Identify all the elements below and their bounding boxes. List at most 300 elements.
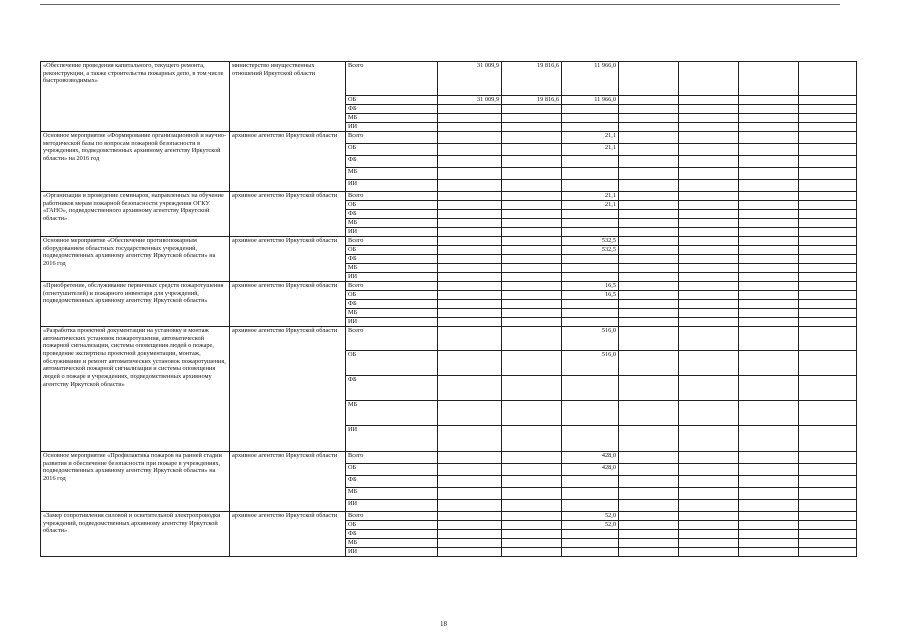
funding-value-cell	[502, 264, 562, 273]
funding-source: ФБ	[346, 255, 438, 264]
funding-value-cell	[619, 96, 679, 105]
funding-source: МБ	[346, 539, 438, 548]
funding-value-cell	[799, 512, 857, 521]
funding-value-cell	[679, 105, 739, 114]
funding-value-cell	[619, 376, 679, 401]
funding-value-cell: 21,1	[562, 144, 619, 156]
funding-value-cell	[739, 264, 799, 273]
funding-source: Всего	[346, 327, 438, 351]
funding-value-cell	[799, 401, 857, 426]
funding-source: Всего	[346, 282, 438, 291]
funding-value-cell	[438, 180, 502, 192]
funding-value-cell	[619, 512, 679, 521]
funding-value-cell	[739, 309, 799, 318]
funding-value-cell	[438, 464, 502, 476]
funding-value-cell	[679, 255, 739, 264]
funding-value-cell	[799, 300, 857, 309]
funding-value-cell	[679, 521, 739, 530]
funding-source: Всего	[346, 237, 438, 246]
funding-source: ОБ	[346, 351, 438, 376]
funding-value-cell	[799, 452, 857, 464]
funding-value-cell	[739, 123, 799, 132]
funding-value-cell	[799, 282, 857, 291]
funding-value-cell	[619, 309, 679, 318]
funding-source: ОБ	[346, 521, 438, 530]
funding-value-cell	[438, 282, 502, 291]
funding-value-cell	[799, 530, 857, 539]
funding-value-cell	[562, 476, 619, 488]
funding-source: Всего	[346, 132, 438, 144]
table-body	[41, 62, 857, 557]
funding-value-cell	[438, 168, 502, 180]
funding-value-cell	[438, 123, 502, 132]
funding-value-cell	[799, 96, 857, 105]
funding-value-cell	[679, 180, 739, 192]
funding-value-cell	[679, 282, 739, 291]
funding-value-cell	[562, 548, 619, 557]
funding-value-cell	[619, 168, 679, 180]
funding-value-cell	[438, 114, 502, 123]
funding-value-cell	[619, 180, 679, 192]
funding-source: ИИ	[346, 548, 438, 557]
funding-value-cell	[679, 548, 739, 557]
funding-value-cell	[502, 180, 562, 192]
funding-value-cell	[438, 539, 502, 548]
funding-value-cell	[562, 255, 619, 264]
funding-value-cell	[502, 105, 562, 114]
funding-value-cell	[679, 168, 739, 180]
funding-value-cell	[679, 132, 739, 144]
funding-value-cell	[438, 530, 502, 539]
funding-value-cell	[739, 114, 799, 123]
funding-value-cell	[502, 500, 562, 512]
funding-value-cell	[502, 401, 562, 426]
funding-value-cell	[438, 476, 502, 488]
funding-value-cell	[679, 401, 739, 426]
funding-value-cell	[502, 273, 562, 282]
funding-value-cell	[739, 401, 799, 426]
funding-value-cell	[438, 376, 502, 401]
funding-value-cell	[679, 530, 739, 539]
funding-value-cell: 516,0	[562, 327, 619, 351]
funding-value-cell	[739, 210, 799, 219]
funding-value-cell	[799, 318, 857, 327]
funding-source: МБ	[346, 488, 438, 500]
funding-source: ФБ	[346, 530, 438, 539]
funding-value-cell	[619, 62, 679, 96]
funding-value-cell	[619, 210, 679, 219]
funding-value-cell	[562, 300, 619, 309]
funding-value-cell	[619, 144, 679, 156]
funding-value-cell	[679, 156, 739, 168]
funding-source: ОБ	[346, 96, 438, 105]
funding-value-cell	[739, 201, 799, 210]
funding-value-cell	[799, 521, 857, 530]
funding-value-cell	[739, 512, 799, 521]
funding-value-cell	[739, 62, 799, 96]
funding-value-cell	[799, 273, 857, 282]
funding-source: ФБ	[346, 476, 438, 488]
funding-value-cell	[679, 318, 739, 327]
funding-source: ФБ	[346, 376, 438, 401]
activity-description: «Разработка проектной документации на установку и монтаж автоматических установок пожаротушения, автоматической пожарной сигнализации, системы оповещения людей о пожаре, проведение экспертизы проектной документации, монтаж, обслуживание и ремонт автоматических установок пожаротушения, автоматической пожарной сигнализации и системы оповещения людей о пожаре в учреждениях, подведомственных архивному агентству Иркутской области»	[41, 327, 230, 452]
funding-value-cell	[502, 228, 562, 237]
funding-value-cell	[562, 114, 619, 123]
activity-description: Основное мероприятие «Обеспечение противопожарным оборудованием областных государственных учреждений, подведомственных архивному агентству Иркутской области» на 2016 год	[41, 237, 230, 282]
funding-source: ОБ	[346, 246, 438, 255]
funding-value-cell	[438, 255, 502, 264]
funding-value-cell	[799, 62, 857, 96]
funding-value-cell	[799, 548, 857, 557]
activity-description: «Приобретение, обслуживание первичных средств пожаротушения (огнетушителей) и пожарного инвентаря для учреждений, подведомственных архивному агентству Иркутской области»	[41, 282, 230, 327]
funding-value-cell	[502, 114, 562, 123]
funding-value-cell	[619, 291, 679, 300]
funding-value-cell	[619, 351, 679, 376]
funding-source: ИИ	[346, 228, 438, 237]
funding-source: МБ	[346, 401, 438, 426]
funding-value-cell	[739, 237, 799, 246]
funding-value-cell	[502, 291, 562, 300]
responsible-executor: архивное агентство Иркутской области	[230, 192, 346, 237]
funding-value-cell	[438, 237, 502, 246]
activity-description: Основное мероприятие «Профилактика пожаров на ранней стадии развития и обеспечение безопасности при пожаре в учреждениях, подведомственных архивному агентству Иркутской области» на 2016 год	[41, 452, 230, 512]
table-row	[41, 192, 857, 201]
funding-source: ИИ	[346, 123, 438, 132]
funding-source: МБ	[346, 264, 438, 273]
funding-value-cell	[679, 452, 739, 464]
responsible-executor: архивное агентство Иркутской области	[230, 327, 346, 452]
funding-value-cell	[619, 237, 679, 246]
activity-description: «Организация и проведение семинаров, направленных на обучение работников мерам пожарной безопасности учреждения ОГКУ «ГАНО», подведомственного архивному агентству Иркутской области»	[41, 192, 230, 237]
funding-value-cell	[799, 488, 857, 500]
funding-value-cell	[739, 273, 799, 282]
funding-value-cell	[799, 144, 857, 156]
funding-value-cell	[739, 228, 799, 237]
responsible-executor: архивное агентство Иркутской области	[230, 452, 346, 512]
funding-value-cell	[799, 264, 857, 273]
funding-value-cell	[799, 210, 857, 219]
table-row	[41, 282, 857, 291]
funding-value-cell	[619, 132, 679, 144]
funding-value-cell	[799, 123, 857, 132]
funding-value-cell	[562, 228, 619, 237]
funding-value-cell	[438, 488, 502, 500]
funding-source: ФБ	[346, 105, 438, 114]
funding-value-cell	[739, 539, 799, 548]
funding-value-cell	[739, 219, 799, 228]
funding-value-cell	[502, 156, 562, 168]
funding-source: ОБ	[346, 464, 438, 476]
funding-value-cell	[562, 273, 619, 282]
funding-value-cell	[799, 309, 857, 318]
funding-value-cell	[438, 201, 502, 210]
funding-value-cell	[502, 539, 562, 548]
table-row	[41, 132, 857, 144]
table-row	[41, 512, 857, 521]
funding-value-cell	[502, 168, 562, 180]
funding-value-cell	[739, 255, 799, 264]
funding-value-cell	[679, 464, 739, 476]
funding-value-cell	[502, 521, 562, 530]
funding-value-cell	[562, 156, 619, 168]
funding-value-cell	[438, 246, 502, 255]
responsible-executor: архивное агентство Иркутской области	[230, 282, 346, 327]
funding-value-cell	[619, 201, 679, 210]
funding-value-cell	[562, 376, 619, 401]
funding-source: ФБ	[346, 156, 438, 168]
funding-value-cell	[679, 327, 739, 351]
funding-value-cell	[562, 318, 619, 327]
funding-source: МБ	[346, 168, 438, 180]
funding-value-cell: 532,5	[562, 237, 619, 246]
funding-value-cell	[562, 210, 619, 219]
funding-value-cell	[438, 351, 502, 376]
funding-value-cell	[438, 132, 502, 144]
funding-value-cell	[739, 192, 799, 201]
funding-value-cell	[502, 530, 562, 539]
funding-value-cell	[679, 123, 739, 132]
funding-value-cell	[799, 180, 857, 192]
funding-value-cell: 516,0	[562, 351, 619, 376]
funding-source: Всего	[346, 192, 438, 201]
funding-value-cell	[799, 237, 857, 246]
funding-value-cell	[799, 168, 857, 180]
funding-value-cell: 532,5	[562, 246, 619, 255]
funding-value-cell	[562, 500, 619, 512]
funding-value-cell	[502, 376, 562, 401]
funding-value-cell	[502, 144, 562, 156]
funding-value-cell	[799, 464, 857, 476]
funding-value-cell	[799, 476, 857, 488]
funding-value-cell: 16,5	[562, 282, 619, 291]
funding-value-cell	[619, 530, 679, 539]
funding-value-cell	[619, 452, 679, 464]
funding-value-cell	[739, 318, 799, 327]
funding-value-cell	[619, 476, 679, 488]
funding-value-cell	[619, 300, 679, 309]
funding-value-cell	[502, 300, 562, 309]
funding-value-cell	[438, 309, 502, 318]
funding-value-cell: 19 816,6	[502, 96, 562, 105]
funding-value-cell	[679, 426, 739, 452]
funding-value-cell	[799, 255, 857, 264]
funding-source: Всего	[346, 452, 438, 464]
table-row	[41, 452, 857, 464]
funding-value-cell	[679, 246, 739, 255]
funding-value-cell	[502, 452, 562, 464]
funding-value-cell	[438, 219, 502, 228]
funding-value-cell	[502, 426, 562, 452]
funding-value-cell	[438, 210, 502, 219]
funding-value-cell: 21,1	[562, 201, 619, 210]
funding-value-cell	[502, 512, 562, 521]
funding-value-cell	[562, 539, 619, 548]
funding-value-cell	[438, 156, 502, 168]
funding-value-cell	[438, 300, 502, 309]
funding-value-cell	[739, 291, 799, 300]
activity-description: Основное мероприятие «Формирование организационной и научно-методической базы по вопросам пожарной безопасности в учреждениях, подведомственных архивному агентству Иркутской области» на 2016 год	[41, 132, 230, 192]
funding-value-cell	[438, 105, 502, 114]
funding-value-cell	[619, 401, 679, 426]
funding-value-cell	[679, 192, 739, 201]
funding-value-cell	[739, 282, 799, 291]
funding-value-cell	[739, 376, 799, 401]
funding-value-cell	[562, 530, 619, 539]
funding-source: ОБ	[346, 144, 438, 156]
responsible-executor: архивное агентство Иркутской области	[230, 132, 346, 192]
page-top-rule	[40, 4, 840, 5]
funding-value-cell	[679, 219, 739, 228]
funding-value-cell: 21,1	[562, 192, 619, 201]
funding-value-cell	[739, 488, 799, 500]
funding-value-cell	[619, 156, 679, 168]
funding-value-cell	[739, 300, 799, 309]
funding-value-cell	[619, 192, 679, 201]
funding-value-cell	[799, 228, 857, 237]
funding-value-cell: 428,0	[562, 452, 619, 464]
funding-value-cell	[739, 105, 799, 114]
funding-value-cell	[739, 96, 799, 105]
funding-value-cell	[562, 219, 619, 228]
funding-value-cell	[739, 180, 799, 192]
funding-value-cell	[438, 521, 502, 530]
funding-value-cell	[562, 401, 619, 426]
funding-value-cell	[619, 548, 679, 557]
funding-value-cell	[799, 105, 857, 114]
funding-value-cell	[502, 210, 562, 219]
funding-value-cell	[679, 351, 739, 376]
funding-value-cell	[619, 327, 679, 351]
funding-value-cell	[619, 488, 679, 500]
funding-value-cell	[562, 309, 619, 318]
funding-value-cell	[679, 376, 739, 401]
funding-value-cell	[562, 123, 619, 132]
funding-value-cell	[799, 114, 857, 123]
funding-value-cell	[799, 351, 857, 376]
funding-value-cell	[739, 521, 799, 530]
funding-value-cell	[739, 327, 799, 351]
funding-value-cell	[619, 246, 679, 255]
funding-value-cell	[799, 246, 857, 255]
funding-value-cell	[502, 219, 562, 228]
funding-value-cell: 31 009,9	[438, 96, 502, 105]
responsible-executor: министерство имущественных отношений Иркутской области	[230, 62, 346, 132]
funding-value-cell: 52,0	[562, 512, 619, 521]
funding-value-cell	[438, 318, 502, 327]
funding-value-cell: 11 966,0	[562, 62, 619, 96]
funding-value-cell	[679, 500, 739, 512]
funding-value-cell	[562, 105, 619, 114]
funding-value-cell	[502, 318, 562, 327]
funding-value-cell	[739, 168, 799, 180]
funding-value-cell	[502, 282, 562, 291]
funding-value-cell	[799, 156, 857, 168]
funding-value-cell	[438, 500, 502, 512]
program-activities-table	[40, 61, 857, 557]
funding-value-cell	[438, 291, 502, 300]
funding-value-cell	[619, 255, 679, 264]
activity-description: «Замер сопротивления силовой и осветительной электропроводки учреждений, подведомственных архивному агентству Иркутской области»	[41, 512, 230, 557]
funding-value-cell	[502, 464, 562, 476]
funding-value-cell: 16,5	[562, 291, 619, 300]
funding-value-cell	[502, 309, 562, 318]
funding-value-cell	[679, 210, 739, 219]
funding-value-cell	[619, 273, 679, 282]
funding-value-cell	[739, 452, 799, 464]
responsible-executor: архивное агентство Иркутской области	[230, 237, 346, 282]
funding-value-cell	[679, 264, 739, 273]
funding-source: ОБ	[346, 201, 438, 210]
funding-value-cell	[679, 512, 739, 521]
funding-value-cell	[502, 201, 562, 210]
funding-value-cell	[438, 192, 502, 201]
funding-value-cell	[619, 539, 679, 548]
funding-value-cell	[739, 132, 799, 144]
funding-value-cell	[799, 291, 857, 300]
funding-value-cell	[739, 464, 799, 476]
funding-value-cell	[438, 273, 502, 282]
funding-source: МБ	[346, 309, 438, 318]
funding-value-cell	[502, 255, 562, 264]
funding-value-cell	[502, 132, 562, 144]
funding-source: ИИ	[346, 426, 438, 452]
funding-value-cell	[438, 264, 502, 273]
funding-value-cell	[438, 548, 502, 557]
funding-source: ИИ	[346, 500, 438, 512]
page-number: 18	[440, 620, 447, 628]
funding-value-cell	[799, 192, 857, 201]
funding-value-cell	[739, 351, 799, 376]
funding-value-cell	[799, 327, 857, 351]
funding-value-cell	[799, 376, 857, 401]
funding-source: Всего	[346, 512, 438, 521]
table-row	[41, 237, 857, 246]
funding-value-cell	[502, 488, 562, 500]
responsible-executor: архивное агентство Иркутской области	[230, 512, 346, 557]
funding-value-cell	[502, 351, 562, 376]
funding-value-cell: 11 966,0	[562, 96, 619, 105]
funding-source: ИИ	[346, 273, 438, 282]
funding-value-cell	[562, 488, 619, 500]
funding-value-cell	[502, 192, 562, 201]
funding-value-cell	[739, 246, 799, 255]
funding-value-cell	[438, 401, 502, 426]
funding-source: МБ	[346, 114, 438, 123]
funding-value-cell	[502, 548, 562, 557]
funding-value-cell	[679, 539, 739, 548]
funding-value-cell	[619, 464, 679, 476]
funding-source: ОБ	[346, 291, 438, 300]
funding-source: ИИ	[346, 318, 438, 327]
funding-value-cell	[562, 426, 619, 452]
funding-value-cell	[679, 488, 739, 500]
funding-value-cell: 21,1	[562, 132, 619, 144]
funding-value-cell	[438, 426, 502, 452]
funding-value-cell	[679, 291, 739, 300]
funding-value-cell: 31 009,9	[438, 62, 502, 96]
funding-value-cell: 19 816,6	[502, 62, 562, 96]
funding-value-cell	[619, 114, 679, 123]
funding-value-cell	[619, 282, 679, 291]
funding-value-cell	[679, 237, 739, 246]
funding-value-cell	[502, 246, 562, 255]
funding-value-cell	[739, 144, 799, 156]
funding-value-cell	[679, 273, 739, 282]
funding-value-cell	[562, 168, 619, 180]
funding-value-cell	[619, 264, 679, 273]
funding-value-cell	[502, 476, 562, 488]
funding-value-cell	[679, 300, 739, 309]
